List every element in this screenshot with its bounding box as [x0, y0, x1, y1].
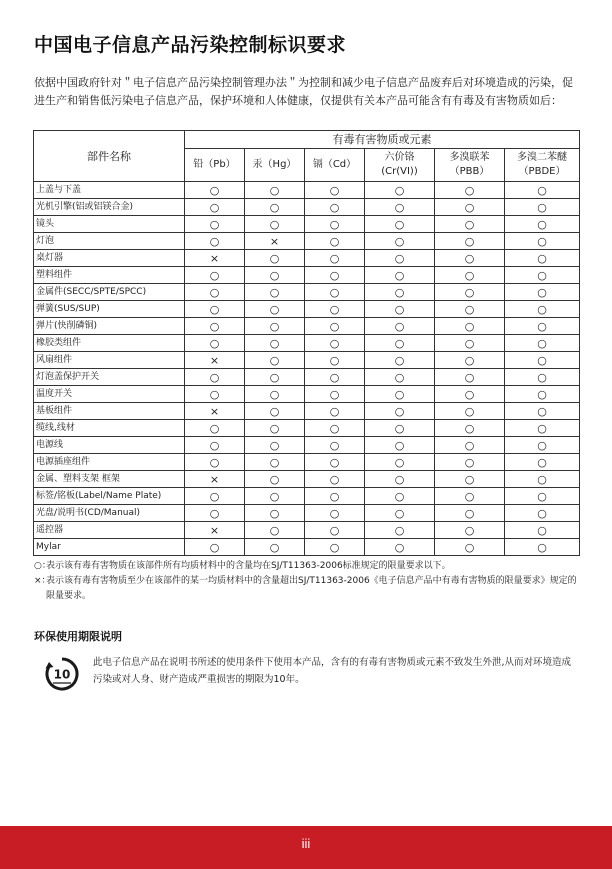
- substance-mark-cell: ×: [185, 250, 245, 267]
- substance-mark-cell: ○: [505, 369, 580, 386]
- table-row: [34, 182, 580, 199]
- substance-mark-cell: ○: [305, 539, 365, 556]
- substance-mark-cell: ○: [365, 420, 435, 437]
- substance-mark-cell: ○: [185, 182, 245, 199]
- substance-mark-cell: ○: [305, 403, 365, 420]
- substance-mark-cell: ○: [435, 420, 505, 437]
- substance-mark-cell: ○: [505, 505, 580, 522]
- substance-mark-cell: ○: [305, 471, 365, 488]
- substance-mark-cell: ○: [435, 352, 505, 369]
- table-row: [34, 522, 580, 539]
- substance-mark-cell: ○: [505, 199, 580, 216]
- substance-header: [245, 149, 305, 182]
- part-name-cell: 灯泡盖保护开关: [34, 369, 185, 386]
- substance-mark-cell: ○: [435, 216, 505, 233]
- substance-mark-cell: ○: [365, 454, 435, 471]
- substance-header-name: 镉（Cd）: [312, 159, 357, 170]
- substance-mark-cell: ○: [185, 284, 245, 301]
- substance-mark-cell: ○: [245, 250, 305, 267]
- part-name-cell: 弹片(快削磷铜): [34, 318, 185, 335]
- part-name-cell: 镜头: [34, 216, 185, 233]
- substance-mark-cell: ×: [185, 352, 245, 369]
- substance-mark-cell: ○: [365, 284, 435, 301]
- substance-mark-cell: ○: [305, 352, 365, 369]
- part-name-cell: 风扇组件: [34, 352, 185, 369]
- substance-mark-cell: ○: [435, 403, 505, 420]
- substance-mark-cell: ○: [245, 352, 305, 369]
- substance-mark-cell: ○: [185, 437, 245, 454]
- substance-mark-cell: ×: [185, 403, 245, 420]
- substance-header-symbol: (Cr(VI)): [381, 166, 418, 177]
- table-row: [34, 352, 580, 369]
- substance-mark-cell: ○: [365, 471, 435, 488]
- table-row: [34, 454, 580, 471]
- substance-group-header: 有毒有害物质或元素: [185, 131, 580, 149]
- substance-mark-cell: ○: [435, 386, 505, 403]
- part-name-cell: 金属、塑料支架 框架: [34, 471, 185, 488]
- note-circle-text: 表示该有毒有害物质在该部件所有均质材料中的含量均在SJ/T11363-2006标准规定的限量要求以下。: [46, 561, 451, 571]
- substance-mark-cell: ○: [435, 454, 505, 471]
- substance-mark-cell: ○: [245, 539, 305, 556]
- substance-mark-cell: ○: [185, 301, 245, 318]
- table-row: [34, 216, 580, 233]
- substance-mark-cell: ○: [245, 471, 305, 488]
- substance-mark-cell: ○: [245, 182, 305, 199]
- substance-mark-cell: ○: [185, 420, 245, 437]
- substance-mark-cell: ○: [365, 437, 435, 454]
- substance-mark-cell: ○: [365, 352, 435, 369]
- substance-header: [365, 149, 435, 182]
- substance-mark-cell: ○: [185, 216, 245, 233]
- substance-mark-cell: ○: [505, 216, 580, 233]
- substance-mark-cell: ○: [305, 420, 365, 437]
- substance-mark-cell: ○: [245, 301, 305, 318]
- substance-mark-cell: ○: [305, 318, 365, 335]
- substance-mark-cell: ○: [435, 182, 505, 199]
- table-row: [34, 539, 580, 556]
- part-name-cell: 电源线: [34, 437, 185, 454]
- substance-header-name: 汞（Hg）: [252, 159, 297, 170]
- substance-mark-cell: ○: [245, 216, 305, 233]
- substance-mark-cell: ○: [185, 233, 245, 250]
- part-name-cell: 弹簧(SUS/SUP): [34, 301, 185, 318]
- substance-mark-cell: ○: [305, 199, 365, 216]
- substance-mark-cell: ○: [305, 216, 365, 233]
- substance-mark-cell: ○: [305, 284, 365, 301]
- env-protection-10-logo: [44, 656, 80, 692]
- part-name-cell: Mylar: [34, 539, 185, 556]
- substance-mark-cell: ○: [435, 488, 505, 505]
- substance-mark-cell: ○: [435, 437, 505, 454]
- part-name-cell: 灯泡: [34, 233, 185, 250]
- substance-mark-cell: ○: [365, 369, 435, 386]
- substance-mark-cell: ○: [185, 454, 245, 471]
- note-cross-symbol: ×：: [34, 576, 51, 586]
- substance-mark-cell: ○: [435, 318, 505, 335]
- intro-paragraph: 依据中国政府针对＂电子信息产品污染控制管理办法＂为控制和减少电子信息产品废弃后对环境造成的污染，促进生产和销售低污染电子信息产品，保护环境和人体健康，仅提供有关本产品可能含有有毒及有害物质如后：: [34, 76, 573, 107]
- page-number: iii: [301, 836, 311, 851]
- substance-mark-cell: ○: [365, 318, 435, 335]
- note-circle-symbol: ○：: [34, 561, 51, 571]
- env-period-text: 此电子信息产品在说明书所述的使用条件下使用本产品，含有的有毒有害物质或元素不致发生外泄,从而对环境造成污染或对人身、财产造成严重损害的期限为10年。: [93, 657, 572, 685]
- table-row: [34, 437, 580, 454]
- substance-mark-cell: ○: [245, 318, 305, 335]
- substance-mark-cell: ○: [505, 471, 580, 488]
- substance-mark-cell: ○: [365, 182, 435, 199]
- substance-mark-cell: ○: [505, 420, 580, 437]
- substance-mark-cell: ○: [505, 250, 580, 267]
- substance-mark-cell: ○: [305, 335, 365, 352]
- table-row: [34, 233, 580, 250]
- substance-mark-cell: ○: [305, 369, 365, 386]
- substance-mark-cell: ○: [245, 505, 305, 522]
- substance-mark-cell: ×: [185, 522, 245, 539]
- table-row: [34, 335, 580, 352]
- table-row: [34, 471, 580, 488]
- substance-mark-cell: ○: [245, 335, 305, 352]
- substance-header-symbol: （PBB）: [449, 166, 490, 177]
- substance-mark-cell: ○: [505, 539, 580, 556]
- substance-mark-cell: ○: [245, 199, 305, 216]
- substance-mark-cell: ○: [365, 386, 435, 403]
- table-row: [34, 403, 580, 420]
- substance-mark-cell: ○: [505, 233, 580, 250]
- substance-mark-cell: ○: [505, 301, 580, 318]
- substance-mark-cell: ○: [365, 216, 435, 233]
- substance-header-name: 多溴二苯醚: [517, 152, 568, 163]
- substance-mark-cell: ○: [185, 488, 245, 505]
- part-name-cell: 遥控器: [34, 522, 185, 539]
- substance-mark-cell: ○: [305, 233, 365, 250]
- substance-header-name: 六价铬: [384, 152, 415, 163]
- substance-mark-cell: ○: [365, 539, 435, 556]
- table-body: [34, 182, 580, 556]
- substance-mark-cell: ○: [245, 420, 305, 437]
- part-name-cell: 温度开关: [34, 386, 185, 403]
- substance-mark-cell: ○: [365, 488, 435, 505]
- table-row: [34, 250, 580, 267]
- substance-mark-cell: ○: [305, 437, 365, 454]
- substance-mark-cell: ○: [505, 403, 580, 420]
- substance-mark-cell: ○: [305, 250, 365, 267]
- page-title: 中国电子信息产品污染控制标识要求: [34, 34, 347, 56]
- substance-mark-cell: ○: [365, 233, 435, 250]
- substance-header: [305, 149, 365, 182]
- substance-mark-cell: ○: [435, 233, 505, 250]
- substance-mark-cell: ○: [185, 386, 245, 403]
- substance-mark-cell: ×: [245, 233, 305, 250]
- substance-mark-cell: ○: [305, 454, 365, 471]
- table-row: [34, 505, 580, 522]
- substance-mark-cell: ○: [365, 250, 435, 267]
- substance-mark-cell: ○: [185, 199, 245, 216]
- table-row: [34, 369, 580, 386]
- notes-section: [34, 559, 580, 604]
- table-row: [34, 488, 580, 505]
- substance-header-symbol: （PBDE）: [518, 166, 566, 177]
- substance-mark-cell: ○: [185, 267, 245, 284]
- substance-mark-cell: ○: [365, 199, 435, 216]
- substance-mark-cell: ○: [365, 267, 435, 284]
- substance-mark-cell: ○: [305, 386, 365, 403]
- substance-mark-cell: ○: [305, 522, 365, 539]
- part-name-cell: 桌灯器: [34, 250, 185, 267]
- substance-mark-cell: ○: [365, 301, 435, 318]
- substance-mark-cell: ○: [435, 301, 505, 318]
- part-name-header: 部件名称: [34, 131, 185, 182]
- table-row: [34, 199, 580, 216]
- substance-mark-cell: ○: [365, 403, 435, 420]
- substance-mark-cell: ○: [505, 437, 580, 454]
- part-name-cell: 塑料组件: [34, 267, 185, 284]
- substance-mark-cell: ○: [505, 267, 580, 284]
- table-row: [34, 284, 580, 301]
- substance-mark-cell: ○: [305, 505, 365, 522]
- substance-mark-cell: ○: [185, 539, 245, 556]
- substance-mark-cell: ○: [305, 267, 365, 284]
- substance-mark-cell: ○: [245, 403, 305, 420]
- part-name-cell: 光盘/说明书(CD/Manual): [34, 505, 185, 522]
- substance-mark-cell: ○: [245, 386, 305, 403]
- substance-mark-cell: ○: [365, 522, 435, 539]
- substance-mark-cell: ○: [245, 488, 305, 505]
- table-row: [34, 267, 580, 284]
- substance-mark-cell: ○: [505, 284, 580, 301]
- substance-mark-cell: ○: [505, 182, 580, 199]
- substance-mark-cell: ○: [245, 267, 305, 284]
- substance-header: [435, 149, 505, 182]
- substance-mark-cell: ○: [435, 369, 505, 386]
- substance-mark-cell: ○: [185, 318, 245, 335]
- substance-mark-cell: ○: [245, 522, 305, 539]
- part-name-cell: 金属件(SECC/SPTE/SPCC): [34, 284, 185, 301]
- part-name-cell: 缆线,线材: [34, 420, 185, 437]
- substance-mark-cell: ○: [305, 301, 365, 318]
- part-name-cell: 基板组件: [34, 403, 185, 420]
- substance-mark-cell: ○: [435, 335, 505, 352]
- note-circle: [34, 559, 580, 574]
- substance-mark-cell: ○: [505, 335, 580, 352]
- substance-mark-cell: ○: [185, 369, 245, 386]
- substance-mark-cell: ○: [245, 369, 305, 386]
- substance-mark-cell: ○: [505, 352, 580, 369]
- table-row: [34, 420, 580, 437]
- substance-mark-cell: ○: [185, 505, 245, 522]
- substance-mark-cell: ○: [245, 284, 305, 301]
- substance-mark-cell: ○: [365, 505, 435, 522]
- note-cross-text: 表示该有毒有害物质至少在该部件的某一均质材料中的含量超出SJ/T11363-2006《电子信息产品中有毒有害物质的限量要求》规定的限量要求。: [46, 576, 577, 601]
- substance-mark-cell: ○: [305, 488, 365, 505]
- substance-mark-cell: ○: [435, 267, 505, 284]
- substance-mark-cell: ○: [505, 318, 580, 335]
- part-name-cell: 上盖与下盖: [34, 182, 185, 199]
- substance-mark-cell: ○: [245, 437, 305, 454]
- substance-mark-cell: ○: [435, 505, 505, 522]
- substance-mark-cell: ○: [435, 522, 505, 539]
- table-row: [34, 386, 580, 403]
- substance-mark-cell: ○: [435, 250, 505, 267]
- substance-mark-cell: ○: [505, 488, 580, 505]
- env-logo-number: 10: [53, 667, 71, 682]
- table-row: [34, 301, 580, 318]
- substance-mark-cell: ○: [435, 471, 505, 488]
- part-name-cell: 电源插座组件: [34, 454, 185, 471]
- part-name-cell: 标签/铭板(Label/Name Plate): [34, 488, 185, 505]
- env-period-heading: 环保使用期限说明: [34, 630, 122, 643]
- note-cross: [34, 574, 580, 604]
- hazardous-substance-table: [33, 130, 580, 556]
- table-row: [34, 318, 580, 335]
- substance-mark-cell: ○: [505, 386, 580, 403]
- substance-header-name: 铅（Pb）: [193, 159, 236, 170]
- substance-mark-cell: ○: [435, 539, 505, 556]
- substance-header: [505, 149, 580, 182]
- substance-header: [185, 149, 245, 182]
- substance-mark-cell: ○: [245, 454, 305, 471]
- substance-mark-cell: ○: [505, 454, 580, 471]
- substance-mark-cell: ○: [435, 199, 505, 216]
- substance-mark-cell: ×: [185, 471, 245, 488]
- substance-mark-cell: ○: [185, 335, 245, 352]
- part-name-cell: 橡胶类组件: [34, 335, 185, 352]
- substance-mark-cell: ○: [505, 522, 580, 539]
- substance-mark-cell: ○: [365, 335, 435, 352]
- substance-mark-cell: ○: [435, 284, 505, 301]
- substance-mark-cell: ○: [305, 182, 365, 199]
- substance-header-name: 多溴联苯: [449, 152, 490, 163]
- part-name-cell: 光机引擎(铝或铝镁合金): [34, 199, 185, 216]
